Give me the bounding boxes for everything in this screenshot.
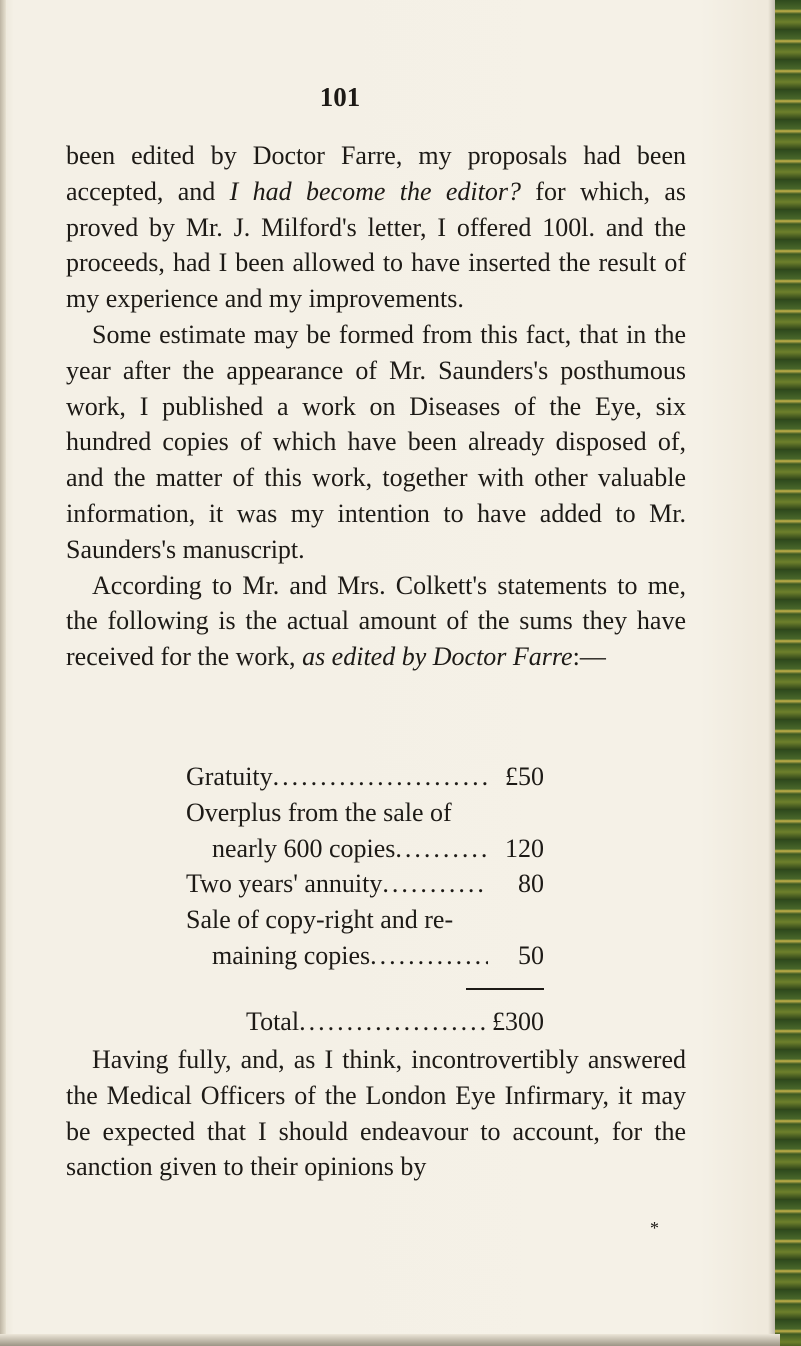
page-left-edge <box>0 0 6 1346</box>
account-row-copyright: maining copies ..... 50 <box>186 938 544 974</box>
paragraph-having-answered: Having fully, and, as I think, incontrovertibly answered the Medical Officers of the London Eye Infirmary, it may be expected that I should endeavour to account, for the sanction given to their opinions by <box>66 1045 686 1182</box>
leader-dots <box>370 938 488 974</box>
account-row-overplus-line1: Overplus from the sale of <box>186 797 452 827</box>
body-text-after-table <box>66 1042 686 1185</box>
account-row-total: Total ..... £300 <box>186 1004 544 1040</box>
leader-dots <box>382 866 488 902</box>
leader-dots <box>273 759 488 795</box>
account-row-annuity: Two years' annuity ..... 80 <box>186 866 544 902</box>
page-number: 101 <box>319 82 361 112</box>
paragraph-continued: been edited by Doctor Farre, my proposals had been accepted, and I had become the editor? for which, as proved by Mr. J. Milford's letter, I offered 100l. and the proceeds, had I been allowed to have inserted the result of my experience and my improvements. <box>66 141 686 314</box>
account-row-copyright-line1: Sale of copy-right and re- <box>186 905 454 935</box>
account-row-overplus: nearly 600 copies ..... 120 <box>186 831 544 867</box>
body-text <box>66 138 686 675</box>
catchword-mark: * <box>650 1218 659 1238</box>
paragraph-estimate: Some estimate may be formed from this fact, that in the year after the appearance of Mr. Saunders's posthumous work, I published a work on Diseases of the Eye, six hundred copies of which have been already disposed of, and the matter of this work, together with other valuable information, it was my intention to have added to Mr. Saunders's manuscript. <box>66 319 686 564</box>
account-table <box>186 759 544 1040</box>
account-row-gratuity: Gratuity ..... £50 <box>186 759 544 795</box>
paragraph-colkett: According to Mr. and Mrs. Colkett's statements to me, the following is the actual amount of the sums they have received for the work, as edited by Doctor Farre:— <box>66 570 686 672</box>
sum-rule <box>466 988 544 990</box>
book-spine <box>775 0 801 1346</box>
leader-dots <box>299 1004 488 1040</box>
leader-dots <box>395 831 488 867</box>
page-bottom-edge <box>0 1334 780 1346</box>
